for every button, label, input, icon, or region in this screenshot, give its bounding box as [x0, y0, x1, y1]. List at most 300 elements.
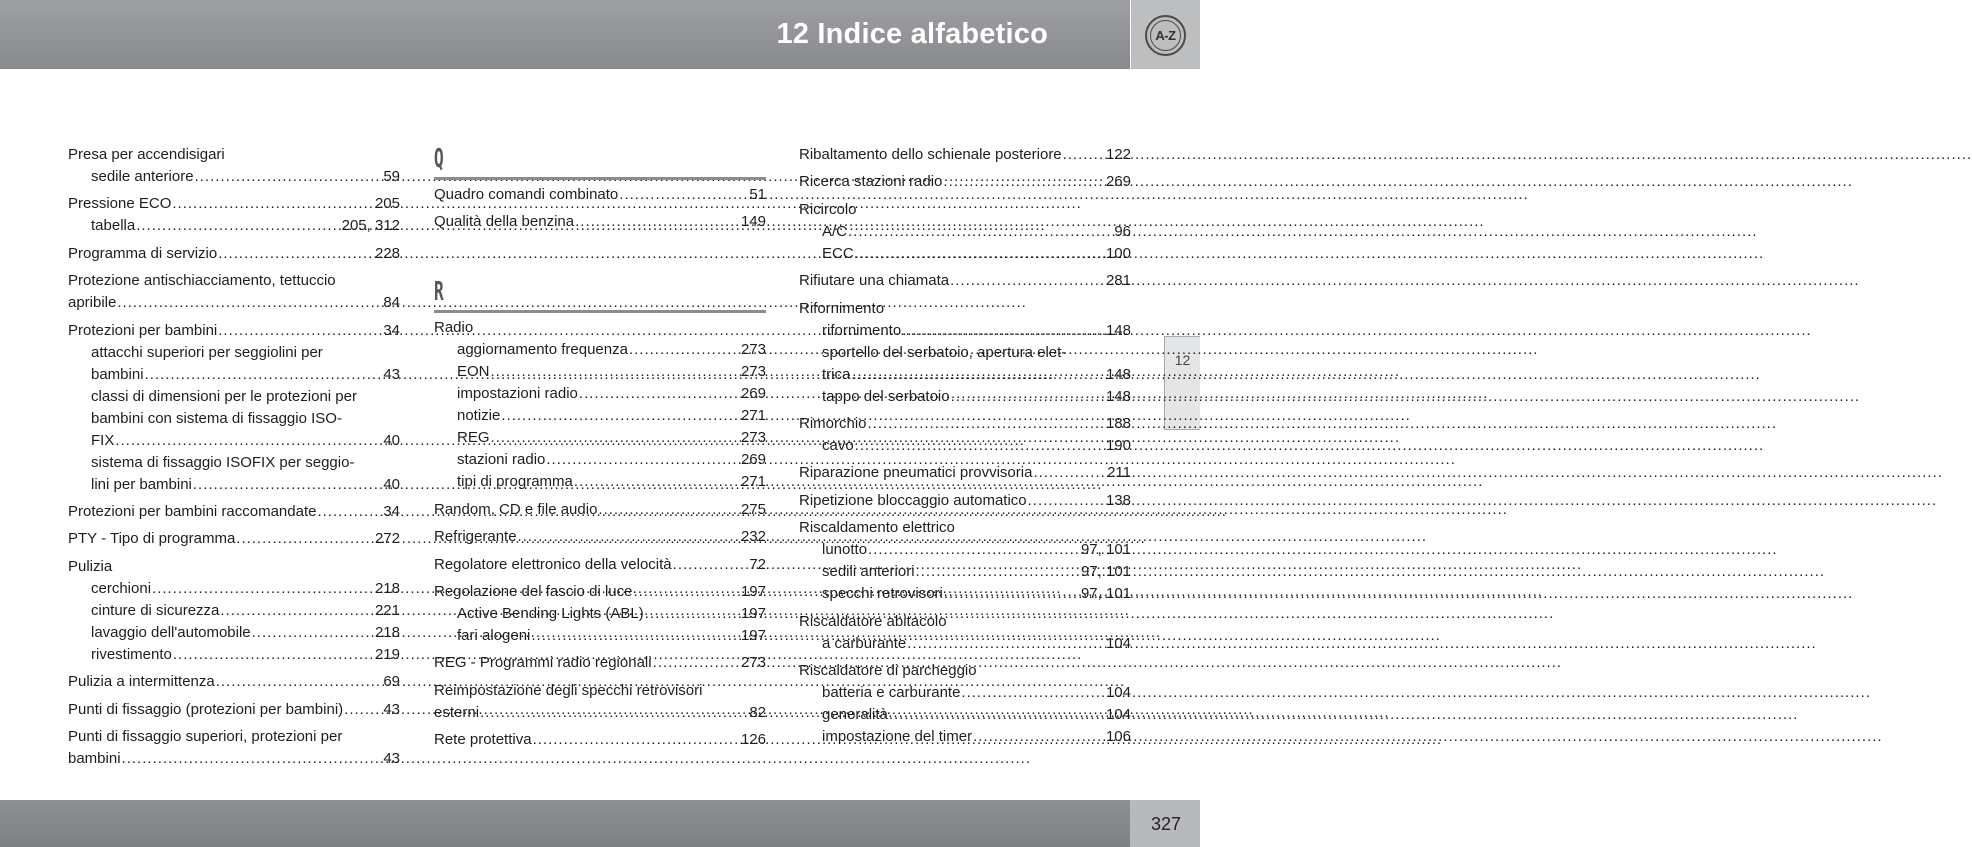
index-subentry	[68, 166, 400, 188]
entry-text: sportello del serbatoio, apertura elet-	[822, 343, 1067, 361]
entry-text: stazioni radio	[457, 451, 546, 469]
index-subentry	[799, 435, 1131, 457]
index-term	[434, 581, 766, 603]
index-entry	[799, 660, 1131, 748]
entry-text: classi di dimensioni per le protezioni per	[91, 387, 357, 405]
entry-text: lini per bambini	[91, 475, 192, 493]
index-entry	[68, 320, 400, 496]
entry-text: EON	[457, 363, 490, 381]
dot-leader	[916, 561, 1077, 583]
index-subentry	[68, 452, 400, 474]
index-subentry	[434, 427, 766, 449]
entry-text: bambini	[68, 749, 121, 767]
index-term	[434, 184, 766, 206]
dot-leader	[645, 603, 737, 625]
dot-leader	[574, 471, 737, 493]
index-entry	[68, 528, 400, 550]
entry-text: Pressione ECO	[68, 195, 172, 213]
entry-text: PTY - Tipo di programma	[68, 530, 236, 548]
entry-text: sedili anteriori	[822, 563, 915, 581]
index-term	[799, 171, 1131, 193]
entry-text: lavaggio dell'automobile	[91, 623, 251, 641]
dot-leader	[115, 430, 379, 452]
index-subentry	[434, 471, 766, 493]
dot-leader	[218, 320, 379, 342]
dot-leader	[1033, 462, 1103, 484]
dot-leader	[598, 499, 737, 521]
entry-page: 148	[1105, 321, 1131, 339]
entry-text: tabella	[91, 217, 136, 235]
entry-page: 126	[740, 731, 766, 749]
dot-leader	[173, 644, 371, 666]
page-header	[0, 0, 1130, 69]
index-subentry	[799, 539, 1131, 561]
index-subentry	[68, 386, 400, 408]
entry-page: 149	[740, 213, 766, 231]
index-term	[799, 490, 1131, 512]
index-subentry	[799, 583, 1131, 605]
dot-leader	[943, 171, 1102, 193]
entry-text: Reimpostazione degli specchi retrovisori	[434, 681, 703, 699]
index-term	[799, 413, 1131, 435]
index-subentry	[68, 600, 400, 622]
dot-leader	[122, 748, 380, 770]
dot-leader	[172, 193, 371, 215]
index-entry	[799, 171, 1131, 193]
index-term	[68, 320, 400, 342]
dot-leader	[961, 682, 1102, 704]
entry-text: fari alogeni	[457, 626, 531, 644]
dot-leader	[546, 449, 737, 471]
entry-page: 275	[740, 500, 766, 518]
entry-page: 148	[1105, 387, 1131, 405]
index-badge-box	[1131, 0, 1200, 69]
entry-text: Riscaldatore abitacolo	[799, 612, 947, 630]
chapter-side-tab: 12	[1164, 336, 1200, 430]
index-entry	[434, 680, 766, 724]
entry-page: 211	[1107, 464, 1131, 482]
entry-page: 104	[1105, 634, 1131, 652]
index-subentry	[68, 364, 400, 386]
index-entry	[434, 554, 766, 576]
index-term	[434, 211, 766, 233]
index-term	[68, 726, 400, 748]
entry-page: 40	[383, 431, 400, 449]
index-term	[68, 528, 400, 550]
dot-leader	[145, 364, 380, 386]
dot-leader	[480, 702, 745, 724]
entry-page: 190	[1105, 436, 1131, 454]
entry-page: 59	[383, 168, 400, 185]
entry-page: 273	[740, 341, 766, 359]
entry-text: Ribaltamento dello schienale posteriore	[799, 146, 1062, 163]
index-subentry	[434, 361, 766, 383]
entry-text: Presa per accendisigari	[68, 146, 225, 163]
dot-leader	[868, 413, 1102, 435]
entry-page: 84	[383, 294, 400, 312]
index-entry	[68, 144, 400, 188]
entry-text: FIX	[91, 431, 115, 449]
entry-text: Protezioni per bambini	[68, 321, 218, 339]
entry-page: 221	[374, 601, 400, 619]
entry-page: 197	[740, 582, 766, 600]
entry-page: 43	[383, 700, 400, 718]
entry-text: trica	[822, 365, 851, 383]
index-subentry	[799, 561, 1131, 583]
section-header	[434, 277, 766, 307]
entry-text: tipi di programma	[457, 473, 573, 491]
entry-text: cerchioni	[91, 579, 152, 597]
entry-page: 122	[1105, 146, 1131, 163]
entry-text: Pulizia	[68, 557, 113, 575]
entry-page: 273	[740, 363, 766, 381]
entry-page: 82	[749, 703, 766, 721]
entry-page: 218	[374, 579, 400, 597]
entry-page: 43	[383, 365, 400, 383]
entry-text: Regolazione del fascio di luce	[434, 582, 633, 600]
index-subentry	[434, 625, 766, 647]
dot-leader	[193, 474, 379, 496]
entry-page: 273	[740, 654, 766, 672]
dot-leader	[950, 270, 1102, 292]
index-subentry	[799, 386, 1131, 408]
entry-page: 96	[1114, 222, 1131, 240]
entry-text: apribile	[68, 294, 117, 312]
entry-text: Random, CD e file audio	[434, 500, 598, 518]
entry-text: Riparazione pneumatici provvisoria	[799, 464, 1033, 482]
index-term	[799, 517, 1131, 539]
page-footer	[0, 800, 1200, 847]
entry-page: 72	[749, 555, 766, 573]
entry-page: 100	[1105, 244, 1131, 262]
index-entry	[799, 144, 1131, 166]
index-term	[68, 144, 400, 166]
entry-text: Quadro comandi combinato	[434, 186, 619, 203]
entry-page: 197	[740, 626, 766, 644]
index-entry	[68, 501, 400, 523]
index-entry	[434, 729, 766, 751]
index-subentry	[799, 682, 1131, 704]
index-subentry	[799, 320, 1131, 342]
entry-text: tappo del serbatoio	[822, 387, 950, 405]
index-entry	[799, 298, 1131, 408]
entry-text: esterni	[434, 703, 480, 721]
entry-page: 269	[740, 451, 766, 469]
entry-text: Protezione antischiacciamento, tettuccio	[68, 272, 336, 290]
index-subentry	[68, 474, 400, 496]
entry-page: 281	[1105, 272, 1131, 290]
dot-leader	[218, 243, 371, 265]
section-letter: R	[434, 277, 444, 308]
entry-text: impostazioni radio	[457, 385, 578, 403]
index-entry	[434, 499, 766, 521]
entry-page: 228	[374, 244, 400, 262]
index-subentry	[68, 430, 400, 452]
dot-leader	[344, 699, 379, 721]
index-entry	[799, 199, 1131, 265]
entry-page: 205, 312	[341, 217, 400, 235]
entry-text: Regolatore elettronico della velocità	[434, 555, 672, 573]
index-term	[68, 193, 400, 215]
index-term	[799, 660, 1131, 682]
dot-leader	[195, 166, 380, 188]
entry-text: Protezioni per bambini raccomandate	[68, 502, 317, 520]
index-subentry	[68, 215, 400, 237]
index-subentry	[434, 383, 766, 405]
entry-text: Qualità della benzina	[434, 213, 575, 231]
index-entry	[434, 652, 766, 674]
dot-leader	[902, 320, 1102, 342]
index-entry	[68, 699, 400, 721]
index-subentry	[799, 726, 1131, 748]
index-entry	[799, 490, 1131, 512]
index-term	[434, 317, 766, 339]
section-entries	[434, 317, 766, 751]
entry-page: 69	[383, 673, 400, 691]
index-term	[68, 671, 400, 693]
entry-page: 272	[374, 530, 400, 548]
entry-text: Ricerca stazioni radio	[799, 173, 943, 191]
index-subentry	[68, 578, 400, 600]
index-entry	[68, 671, 400, 693]
dot-leader	[907, 633, 1102, 655]
index-term	[434, 526, 766, 548]
index-term	[799, 144, 1131, 166]
index-entry	[434, 581, 766, 647]
index-term	[68, 501, 400, 523]
section-rule	[434, 177, 766, 180]
index-term	[434, 702, 766, 724]
dot-leader	[653, 652, 737, 674]
dot-leader	[491, 427, 737, 449]
index-entry	[799, 517, 1131, 605]
entry-text: generalità	[822, 705, 888, 723]
index-entry	[799, 462, 1131, 484]
dot-leader	[216, 671, 380, 693]
entry-page: 218	[374, 623, 400, 641]
index-term	[68, 699, 400, 721]
dot-leader	[619, 184, 745, 206]
dot-leader	[855, 243, 1102, 265]
dot-leader	[848, 221, 1110, 243]
dot-leader	[518, 526, 737, 548]
entry-text: batteria e carburante	[822, 683, 961, 701]
dot-leader	[236, 528, 371, 550]
entry-page: 232	[740, 528, 766, 546]
entry-text: specchi retrovisori	[822, 585, 943, 603]
entry-text: Radio	[434, 319, 474, 337]
entry-page: 269	[740, 385, 766, 403]
entry-text: impostazione del timer	[822, 727, 973, 745]
index-subentry	[434, 603, 766, 625]
entry-text: Punti di fissaggio (protezioni per bambini)	[68, 700, 344, 718]
index-subentry	[434, 339, 766, 361]
dot-leader	[317, 501, 379, 523]
index-term	[68, 748, 400, 770]
entry-text: lunotto	[822, 541, 868, 559]
dot-leader	[973, 726, 1102, 748]
entry-page: 273	[740, 429, 766, 447]
entry-page: 205	[374, 195, 400, 213]
entry-text: Rete protettiva	[434, 731, 532, 749]
index-subentry	[68, 644, 400, 666]
dot-leader	[136, 215, 337, 237]
entry-page: 188	[1105, 414, 1131, 432]
entry-page: 271	[740, 407, 766, 425]
index-column-3	[799, 144, 1131, 748]
entry-page: 219	[374, 645, 400, 663]
dot-leader	[633, 581, 737, 603]
entry-text: cinture di sicurezza	[91, 601, 220, 619]
dot-leader	[868, 539, 1077, 561]
entry-text: Ripetizione bloccaggio automatico	[799, 491, 1027, 509]
entry-text: sedile anteriore	[91, 168, 194, 185]
entry-text: a carburante	[822, 634, 907, 652]
index-term	[434, 554, 766, 576]
index-entry	[434, 317, 766, 493]
index-term	[434, 680, 766, 702]
entry-page: 148	[1105, 365, 1131, 383]
entry-page: 97, 101	[1080, 585, 1131, 603]
index-term	[68, 270, 400, 292]
entry-text: notizie	[457, 407, 501, 425]
index-subentry	[799, 243, 1131, 265]
entry-text: cavo	[822, 436, 854, 454]
entry-text: Rifiutare una chiamata	[799, 272, 950, 290]
index-entry	[68, 193, 400, 237]
dot-leader	[491, 361, 737, 383]
dot-leader	[152, 578, 371, 600]
dot-leader	[252, 622, 371, 644]
index-term	[799, 199, 1131, 221]
index-term	[799, 611, 1131, 633]
entry-page: 97, 101	[1080, 541, 1131, 559]
index-entry	[434, 526, 766, 548]
index-entry	[799, 611, 1131, 655]
index-subentry	[68, 622, 400, 644]
index-term	[434, 499, 766, 521]
index-entry	[68, 726, 400, 770]
entry-text: rifornimento	[822, 321, 902, 339]
index-entry	[68, 243, 400, 265]
dot-leader	[533, 729, 737, 751]
entry-text: bambini	[91, 365, 144, 383]
dot-leader	[220, 600, 371, 622]
entry-text: bambini con sistema di fissaggio ISO-	[91, 409, 342, 427]
entry-text: Rimorchio	[799, 414, 867, 432]
index-term	[434, 652, 766, 674]
entry-page: 104	[1105, 683, 1131, 701]
entry-page: 106	[1105, 727, 1131, 745]
index-entry	[434, 211, 766, 233]
dot-leader	[629, 339, 737, 361]
entry-text: Programma di servizio	[68, 244, 218, 262]
dot-leader	[501, 405, 737, 427]
index-entry	[68, 556, 400, 666]
chapter-title: 12 Indice alfabetico	[776, 18, 1048, 50]
index-subentry	[799, 633, 1131, 655]
entry-text: aggiornamento frequenza	[457, 341, 628, 359]
index-subentry	[68, 342, 400, 364]
index-term	[799, 298, 1131, 320]
dot-leader	[1063, 144, 1102, 166]
index-subentry	[799, 342, 1131, 364]
index-entry	[799, 270, 1131, 292]
entry-text: Pulizia a intermittenza	[68, 673, 215, 691]
entry-text: A/C	[822, 222, 848, 240]
dot-leader	[951, 386, 1102, 408]
index-term	[68, 556, 400, 578]
entry-page: 104	[1105, 705, 1131, 723]
entry-text: attacchi superiori per seggiolini per	[91, 343, 323, 361]
entry-page: 34	[383, 321, 400, 339]
entry-text: Riscaldamento elettrico	[799, 519, 955, 537]
index-subentry	[434, 449, 766, 471]
index-subentry	[68, 408, 400, 430]
index-subentry	[799, 221, 1131, 243]
dot-leader	[673, 554, 746, 576]
index-column-2	[434, 144, 766, 751]
entry-text: Active Bending Lights (ABL)	[457, 604, 644, 622]
entry-page: 43	[383, 749, 400, 767]
entry-page: 138	[1105, 491, 1131, 509]
entry-page: 197	[740, 604, 766, 622]
entry-page: 269	[1105, 173, 1131, 191]
index-term	[434, 729, 766, 751]
entry-text: Punti di fissaggio superiori, protezioni per	[68, 727, 343, 745]
section-letter: Q	[434, 144, 444, 174]
index-entry	[434, 184, 766, 206]
entry-page: 97, 101	[1080, 563, 1131, 581]
entry-page: 40	[383, 475, 400, 493]
page-number: 327	[1150, 814, 1181, 834]
index-term	[799, 462, 1131, 484]
index-entry	[799, 413, 1131, 457]
dot-leader	[855, 435, 1102, 457]
entry-text: Riscaldatore di parcheggio	[799, 661, 977, 679]
index-subentry	[434, 405, 766, 427]
index-term	[68, 292, 400, 314]
section-entries	[434, 184, 766, 233]
index-entry	[68, 270, 400, 314]
entry-text: Rifornimento	[799, 299, 885, 317]
dot-leader	[579, 383, 737, 405]
index-term	[799, 270, 1131, 292]
page-number-box	[1130, 800, 1200, 847]
dot-leader	[1028, 490, 1102, 512]
index-column-1	[68, 144, 400, 770]
entry-text: sistema di fissaggio ISOFIX per seggio-	[91, 453, 355, 471]
entry-text: rivestimento	[91, 645, 172, 663]
entry-text: REG - Programmi radio regionali	[434, 654, 652, 672]
dot-leader	[889, 704, 1102, 726]
dot-leader	[944, 583, 1077, 605]
entry-page: 271	[740, 473, 766, 491]
dot-leader	[531, 625, 737, 647]
dot-leader	[575, 211, 737, 233]
entry-text: Ricircolo	[799, 200, 857, 218]
index-term	[68, 243, 400, 265]
section-rule	[434, 310, 766, 313]
entry-text: REG	[457, 429, 490, 447]
az-index-icon: A-Z	[1145, 15, 1186, 56]
entry-text: ECC	[822, 244, 854, 262]
index-subentry	[799, 364, 1131, 386]
entry-text: Refrigerante	[434, 528, 517, 546]
dot-leader	[117, 292, 379, 314]
section-header	[434, 144, 766, 174]
entry-page: 34	[383, 502, 400, 520]
